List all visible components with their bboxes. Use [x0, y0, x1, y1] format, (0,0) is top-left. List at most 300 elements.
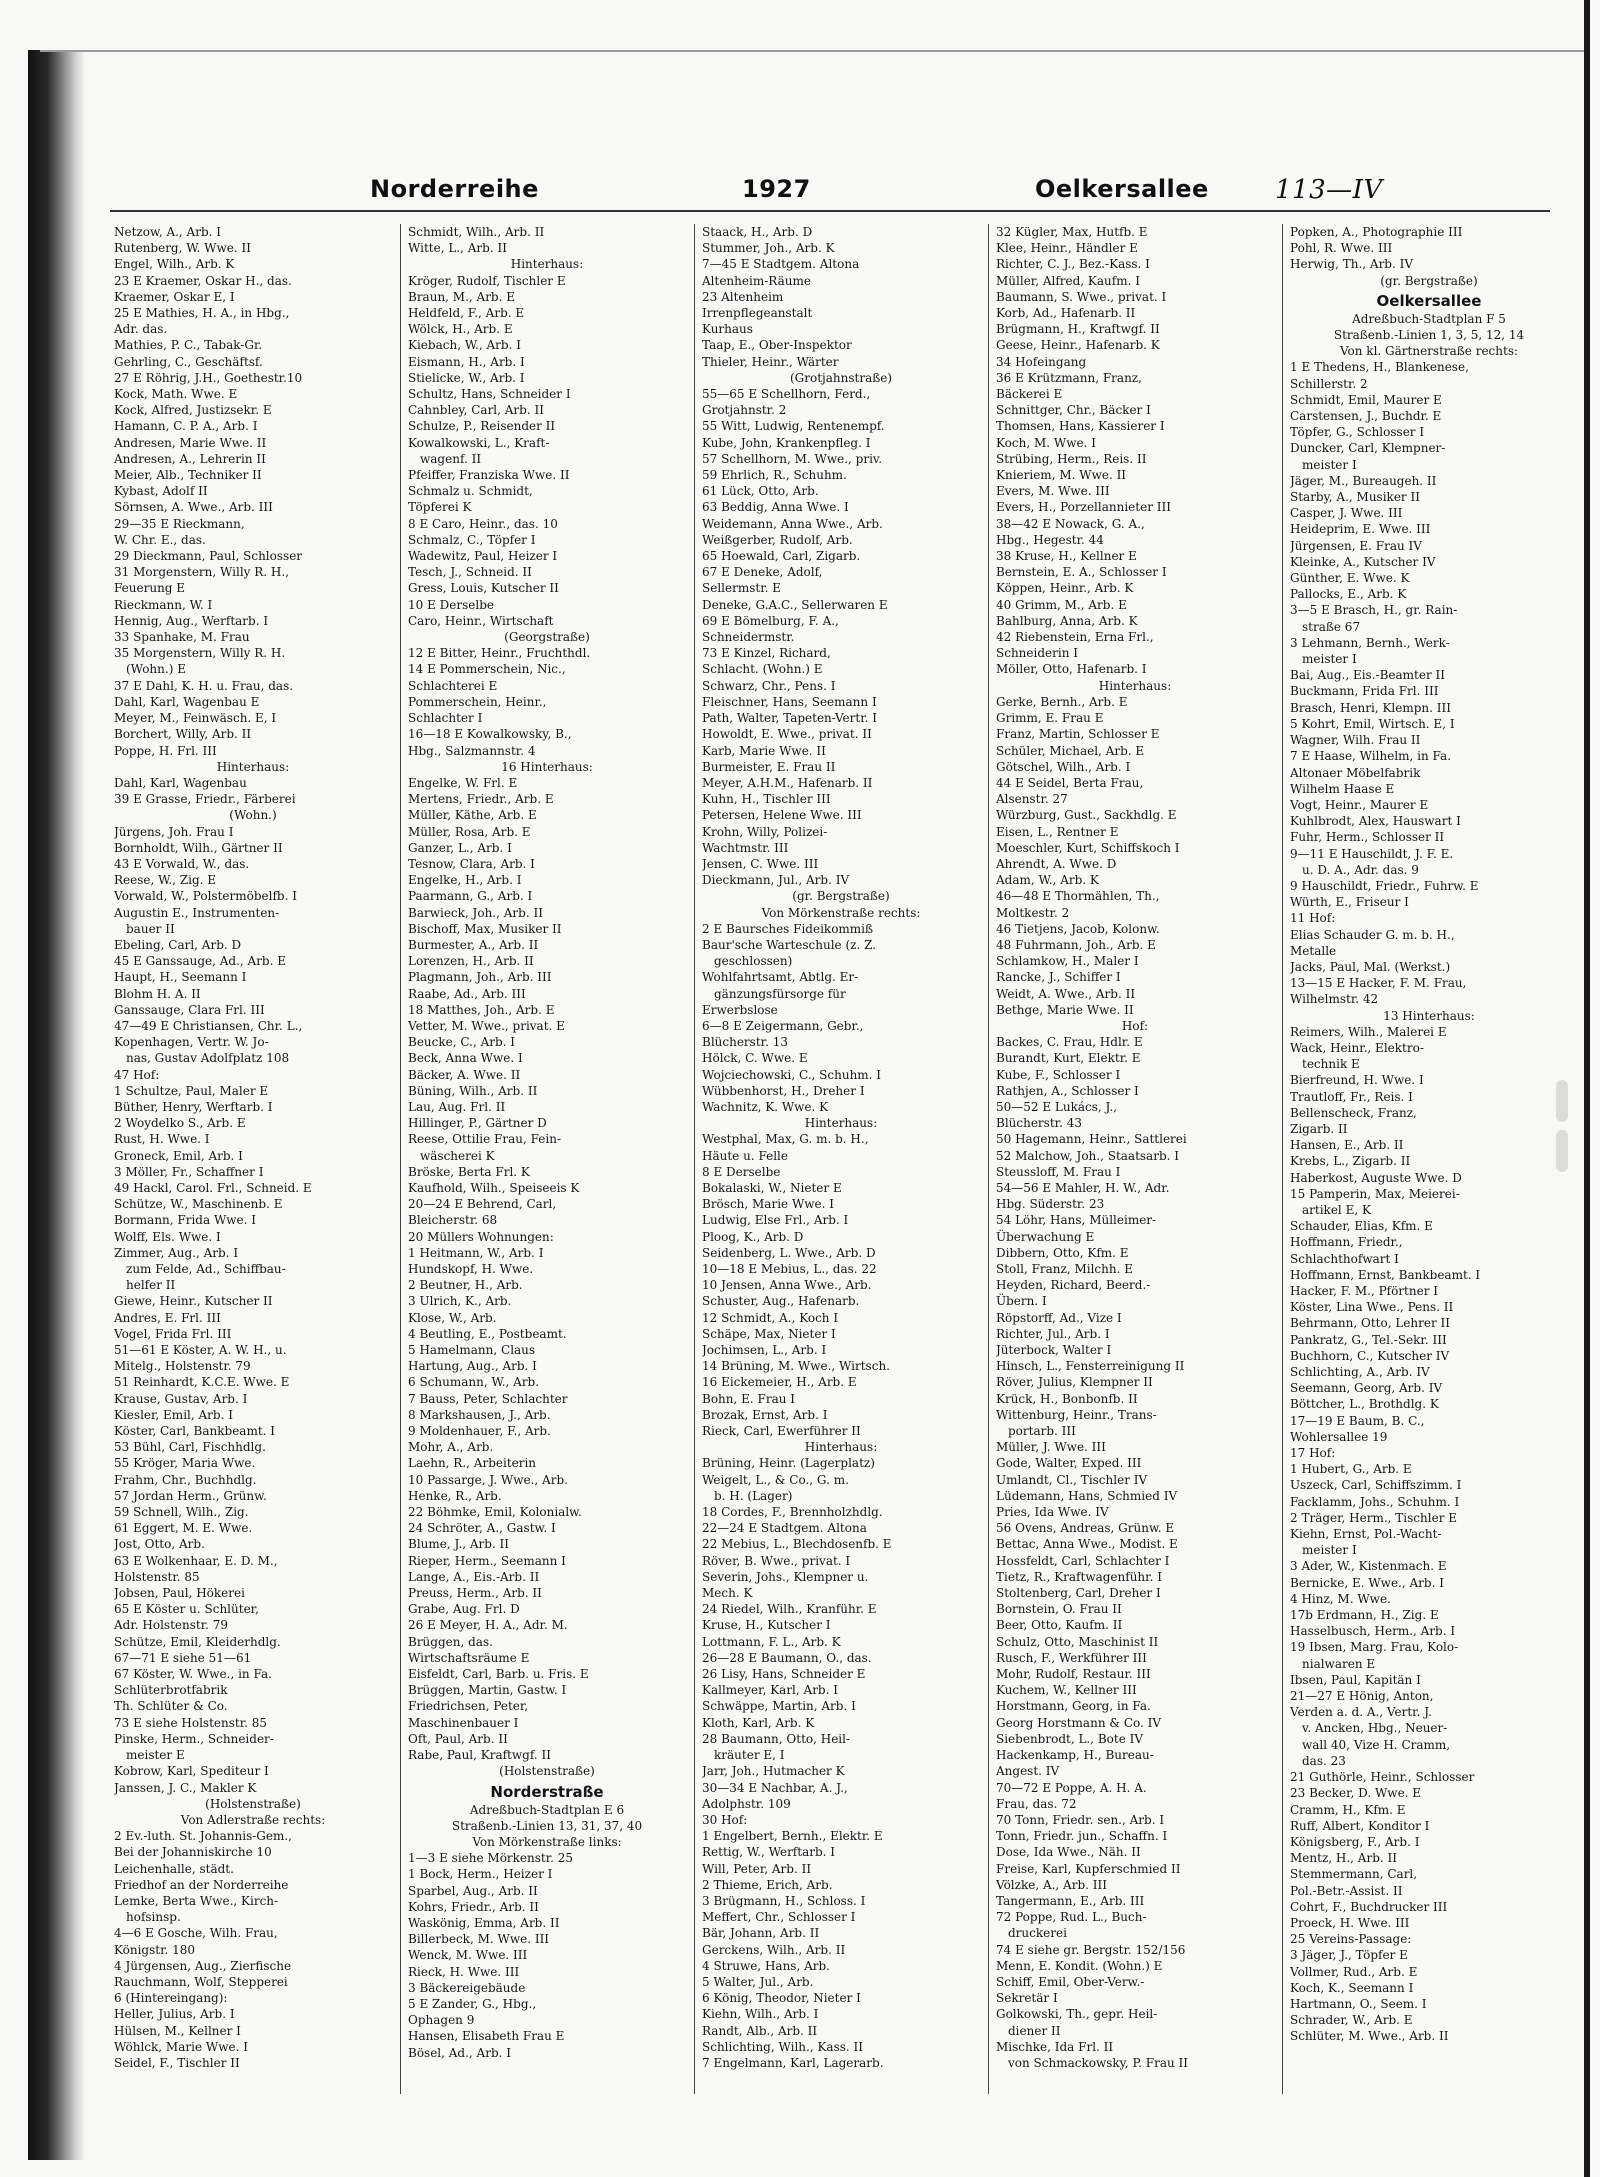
- directory-line: 40 Grimm, M., Arb. E: [996, 597, 1127, 612]
- directory-line: Paarmann, G., Arb. I: [408, 889, 533, 904]
- directory-line: 31 Morgenstern, Willy R. H.,: [114, 565, 290, 580]
- directory-line: Müller, Alfred, Kaufm. I: [996, 273, 1140, 288]
- running-head-left: Norderreihe: [370, 175, 539, 203]
- directory-line: Müller, J. Wwe. III: [996, 1440, 1106, 1455]
- directory-line: Hamann, C. P. A., Arb. I: [114, 419, 258, 434]
- directory-line: Hinterhaus:: [804, 1116, 878, 1131]
- directory-line: 23 Becker, D. Wwe. E: [1290, 1786, 1422, 1801]
- directory-line: Blücherstr. 43: [996, 1116, 1082, 1131]
- directory-line: 4 Beutling, E., Postbeamt.: [408, 1326, 567, 1341]
- directory-line: Andresen, Marie Wwe. II: [114, 435, 267, 450]
- directory-line: technik E: [1302, 1057, 1360, 1072]
- directory-line: (Holstenstraße): [205, 1796, 301, 1811]
- directory-line: Rust, H. Wwe. I: [114, 1132, 210, 1147]
- directory-line: Hartung, Aug., Arb. I: [408, 1359, 537, 1374]
- directory-line: Grotjahnstr. 2: [702, 403, 787, 418]
- directory-line: Freise, Karl, Kupferschmied II: [996, 1861, 1181, 1876]
- directory-line: 3 Bäckereigebäude: [408, 1980, 526, 1995]
- directory-line: 61 Eggert, M. E. Wwe.: [114, 1521, 253, 1536]
- directory-line: 1 Bock, Herm., Heizer I: [408, 1867, 553, 1882]
- directory-line: Burandt, Kurt, Elektr. E: [996, 1051, 1141, 1066]
- directory-line: Schiff, Emil, Ober-Verw.-: [996, 1974, 1145, 1989]
- directory-line: Dahl, Karl, Wagenbau E: [114, 694, 260, 709]
- directory-line: Wittenburg, Heinr., Trans-: [996, 1407, 1157, 1422]
- directory-line: Schnittger, Chr., Bäcker I: [996, 403, 1151, 418]
- directory-line: Tesnow, Clara, Arb. I: [408, 856, 535, 871]
- directory-line: Schlachthofwart I: [1290, 1251, 1399, 1266]
- directory-line: Brüggen, Martin, Gastw. I: [408, 1683, 567, 1698]
- directory-line: 18 Cordes, F., Brennholzhdlg.: [702, 1505, 883, 1520]
- directory-line: 2 E Baursches Fideikommiß: [702, 921, 874, 936]
- directory-line: Schäpe, Max, Nieter I: [702, 1326, 836, 1341]
- directory-line: Töpferei K: [408, 500, 472, 515]
- directory-line: Evers, M. Wwe. III: [996, 484, 1110, 499]
- directory-line: Wenck, M. Wwe. III: [408, 1948, 528, 1963]
- directory-line: Schlacht. (Wohn.) E: [702, 662, 823, 677]
- directory-line: Engelke, H., Arb. I: [408, 873, 522, 888]
- directory-line: Kuchem, W., Kellner III: [996, 1683, 1137, 1698]
- directory-line: Severin, Johs., Klempner u.: [702, 1569, 869, 1584]
- directory-line: Klee, Heinr., Händler E: [996, 241, 1138, 256]
- header-rule: [110, 210, 1550, 212]
- directory-line: Völzke, A., Arb. III: [996, 1877, 1107, 1892]
- directory-line: Hbg., Salzmannstr. 4: [408, 743, 536, 758]
- directory-line: Adolphstr. 109: [702, 1796, 791, 1811]
- directory-line: artikel E, K: [1302, 1202, 1371, 1217]
- directory-line: Billerbeck, M. Wwe. III: [408, 1932, 550, 1947]
- directory-line: Bettac, Anna Wwe., Modist. E: [996, 1537, 1178, 1552]
- directory-line: Caro, Heinr., Wirtschaft: [408, 613, 554, 628]
- directory-line: Menn, E. Kondit. (Wohn.) E: [996, 1958, 1163, 1973]
- directory-line: Ibsen, Paul, Kapitän I: [1290, 1672, 1421, 1687]
- directory-line: Bornstein, O. Frau II: [996, 1602, 1122, 1617]
- directory-line: 30—34 E Nachbar, A. J.,: [702, 1780, 848, 1795]
- directory-line: Jäger, M., Bureaugeh. II: [1290, 473, 1437, 488]
- directory-line: 22—24 E Stadtgem. Altona: [702, 1521, 867, 1536]
- page-right-edge: [1584, 0, 1590, 2177]
- directory-line: Wölck, H., Arb. E: [408, 322, 513, 337]
- directory-line: Bleicherstr. 68: [408, 1213, 498, 1228]
- directory-line: Weidemann, Anna Wwe., Arb.: [702, 516, 883, 531]
- directory-line: Burmeister, E. Frau II: [702, 759, 836, 774]
- directory-line: Kruse, H., Kutscher I: [702, 1618, 831, 1633]
- directory-line: Haupt, H., Seemann I: [114, 970, 247, 985]
- directory-line: Bierfreund, H. Wwe. I: [1290, 1073, 1424, 1088]
- directory-line: Henke, R., Arb.: [408, 1488, 502, 1503]
- directory-line: 39 E Grasse, Friedr., Färberei: [114, 792, 296, 807]
- directory-line: Evers, H., Porzellannieter III: [996, 500, 1171, 515]
- directory-line: Schmidt, Emil, Maurer E: [1290, 392, 1442, 407]
- directory-line: Wöhlck, Marie Wwe. I: [114, 2039, 248, 2054]
- directory-line: Knieriem, M. Wwe. II: [996, 468, 1127, 483]
- directory-line: Kallmeyer, Karl, Arb. I: [702, 1683, 838, 1698]
- directory-line: meister I: [1302, 652, 1357, 667]
- directory-line: 46 Tietjens, Jacob, Kolonw.: [996, 921, 1160, 936]
- directory-line: Schauder, Elias, Kfm. E: [1290, 1219, 1433, 1234]
- directory-line: Sörnsen, A. Wwe., Arb. III: [114, 500, 273, 515]
- directory-line: Blohm H. A. II: [114, 986, 201, 1001]
- directory-line: Bernstein, E. A., Schlosser I: [996, 565, 1167, 580]
- directory-line: Ganssauge, Clara Frl. III: [114, 1002, 265, 1017]
- directory-line: Trautloff, Fr., Reis. I: [1290, 1089, 1413, 1104]
- directory-line: Krohn, Willy, Polizei-: [702, 824, 828, 839]
- directory-line: Schlichting, A., Arb. IV: [1290, 1365, 1430, 1380]
- book-gutter-shadow: [28, 50, 84, 2160]
- directory-line: Moeschler, Kurt, Schiffskoch I: [996, 840, 1180, 855]
- directory-line: Schillerstr. 2: [1290, 376, 1368, 391]
- directory-line: 23 E Kraemer, Oskar H., das.: [114, 273, 292, 288]
- directory-line: 27 E Röhrig, J.H., Goethestr.10: [114, 370, 303, 385]
- directory-line: Wojciechowski, C., Schuhm. I: [702, 1067, 882, 1082]
- directory-line: Ganzer, L., Arb. I: [408, 840, 512, 855]
- directory-line: meister I: [1302, 1543, 1357, 1558]
- directory-line: 65 E Köster u. Schlüter,: [114, 1602, 259, 1617]
- directory-line: 57 Schellhorn, M. Wwe., priv.: [702, 451, 883, 466]
- column-3: [702, 224, 980, 2104]
- directory-line: W. Chr. E., das.: [114, 532, 206, 547]
- directory-line: wagenf. II: [420, 451, 482, 466]
- directory-line: Behrmann, Otto, Lehrer II: [1290, 1316, 1451, 1331]
- directory-line: 30 Hof:: [702, 1812, 748, 1827]
- street-heading: Oelkersallee: [1376, 291, 1482, 310]
- directory-line: 46—48 E Thormählen, Th.,: [996, 889, 1160, 904]
- directory-line: Bernicke, E. Wwe., Arb. I: [1290, 1575, 1444, 1590]
- directory-line: Rutenberg, W. Wwe. II: [114, 241, 251, 256]
- directory-line: Duncker, Carl, Klempner-: [1290, 441, 1446, 456]
- directory-line: b. H. (Lager): [714, 1488, 793, 1503]
- directory-line: 17b Erdmann, H., Zig. E: [1290, 1608, 1439, 1623]
- directory-line: 11 Hof:: [1290, 911, 1336, 926]
- directory-line: Hülsen, M., Kellner I: [114, 2023, 241, 2038]
- directory-line: 7 Engelmann, Karl, Lagerarb.: [702, 2055, 884, 2070]
- directory-line: 34 Hofeingang: [996, 354, 1087, 369]
- directory-line: Altonaer Möbelfabrik: [1290, 765, 1421, 780]
- directory-line: Bellenscheck, Franz,: [1290, 1105, 1417, 1120]
- directory-line: 67 Köster, W. Wwe., in Fa.: [114, 1667, 272, 1682]
- directory-line: Herwig, Th., Arb. IV: [1290, 257, 1414, 272]
- directory-line: Kloth, Karl, Arb. K: [702, 1715, 815, 1730]
- directory-line: 59 Ehrlich, R., Schuhm.: [702, 468, 847, 483]
- directory-line: 5 Walter, Jul., Arb.: [702, 1974, 814, 1989]
- directory-line: Köster, Lina Wwe., Pens. II: [1290, 1300, 1454, 1315]
- directory-line: Gress, Louis, Kutscher II: [408, 581, 559, 596]
- directory-line: Friedrichsen, Peter,: [408, 1699, 529, 1714]
- directory-line: Kiehn, Ernst, Pol.-Wacht-: [1290, 1527, 1442, 1542]
- directory-line: Kopenhagen, Vertr. W. Jo-: [114, 1035, 269, 1050]
- directory-line: Würzburg, Gust., Sackhdlg. E: [996, 808, 1177, 823]
- directory-line: Schultz, Hans, Schneider I: [408, 387, 571, 402]
- directory-line: Ruff, Albert, Konditor I: [1290, 1818, 1430, 1833]
- directory-line: Bär, Johann, Arb. II: [702, 1926, 820, 1941]
- directory-line: 44 E Seidel, Berta Frau,: [996, 775, 1144, 790]
- directory-line: Giewe, Heinr., Kutscher II: [114, 1294, 273, 1309]
- column-divider: [694, 224, 695, 2094]
- directory-line: u. D. A., Adr. das. 9: [1302, 862, 1419, 877]
- directory-line: meister E: [126, 1748, 185, 1763]
- running-head-right: Oelkersallee: [1035, 175, 1209, 203]
- directory-line: Baumann, S. Wwe., privat. I: [996, 289, 1167, 304]
- directory-line: Beck, Anna Wwe. I: [408, 1051, 523, 1066]
- directory-line: von Schmackowsky, P. Frau II: [1008, 2055, 1188, 2070]
- directory-line: Reimers, Wilh., Malerei E: [1290, 1024, 1447, 1039]
- directory-line: Plagmann, Joh., Arb. III: [408, 970, 552, 985]
- directory-line: Bornholdt, Wilh., Gärtner II: [114, 840, 283, 855]
- directory-line: Böttcher, L., Brothdlg. K: [1290, 1397, 1439, 1412]
- directory-line: Übern. I: [996, 1294, 1047, 1309]
- directory-line: Wohlfahrtsamt, Abtlg. Er-: [702, 970, 859, 985]
- directory-line: Stummer, Joh., Arb. K: [702, 241, 835, 256]
- directory-line: 19 Ibsen, Marg. Frau, Kolo-: [1290, 1640, 1459, 1655]
- directory-line: Staack, H., Arb. D: [702, 225, 813, 239]
- directory-line: Bokalaski, W., Nieter E: [702, 1180, 842, 1195]
- directory-line: 53 Bühl, Carl, Fischhdlg.: [114, 1440, 266, 1455]
- directory-line: 8 E Caro, Heinr., das. 10: [408, 516, 558, 531]
- directory-line: Wilhelm Haase E: [1290, 781, 1395, 796]
- directory-line: Hacker, F. M., Pförtner I: [1290, 1284, 1438, 1298]
- directory-line: Adr. das.: [114, 322, 168, 337]
- directory-line: Töpfer, G., Schlosser I: [1290, 425, 1425, 440]
- directory-line: Pallocks, E., Arb. K: [1290, 587, 1407, 602]
- directory-line: Haberkost, Auguste Wwe. D: [1290, 1170, 1462, 1185]
- running-head: [370, 175, 1550, 211]
- directory-line: Adr. Holstenstr. 79: [114, 1618, 229, 1633]
- directory-line: 38—42 E Nowack, G. A.,: [996, 516, 1145, 531]
- directory-line: Lau, Aug. Frl. II: [408, 1099, 506, 1114]
- directory-line: 65 Hoewald, Carl, Zigarb.: [702, 549, 861, 564]
- directory-line: 2 Woydelko S., Arb. E: [114, 1116, 246, 1131]
- directory-line: 10 Jensen, Anna Wwe., Arb.: [702, 1278, 872, 1293]
- directory-line: Bröske, Berta Frl. K: [408, 1164, 530, 1179]
- directory-line: Meffert, Chr., Schlosser I: [702, 1910, 856, 1925]
- directory-line: Hartmann, O., Seem. I: [1290, 1996, 1427, 2011]
- directory-line: Schütze, W., Maschinenb. E: [114, 1197, 283, 1212]
- directory-line: Laehn, R., Arbeiterin: [408, 1456, 537, 1471]
- directory-line: Jost, Otto, Arb.: [114, 1537, 205, 1552]
- directory-line: 21—27 E Hönig, Anton,: [1290, 1689, 1434, 1704]
- directory-line: Bethge, Marie Wwe. II: [996, 1002, 1134, 1017]
- directory-line: Frahm, Chr., Buchhdlg.: [114, 1472, 257, 1487]
- directory-line: Barwieck, Joh., Arb. II: [408, 905, 543, 920]
- directory-line: 29 Dieckmann, Paul, Schlosser: [114, 549, 303, 564]
- directory-line: Straßenb.-Linien 1, 3, 5, 12, 14: [1333, 328, 1525, 343]
- directory-line: Jensen, C. Wwe. III: [702, 856, 819, 871]
- directory-line: Thieler, Heinr., Wärter: [702, 354, 839, 369]
- page-top-edge: [40, 50, 1588, 52]
- directory-line: Eisen, L., Rentner E: [996, 824, 1119, 839]
- directory-line: Röver, Julius, Klempner II: [996, 1375, 1153, 1390]
- directory-line: Maschinenbauer I: [408, 1715, 519, 1730]
- directory-line: Hoffmann, Ernst, Bankbeamt. I: [1290, 1267, 1481, 1282]
- directory-line: 20 Müllers Wohnungen:: [408, 1229, 554, 1244]
- directory-line: Leichenhalle, städt.: [114, 1861, 234, 1876]
- running-head-year: 1927: [742, 175, 811, 203]
- directory-line: Heyden, Richard, Beerd.-: [996, 1278, 1151, 1293]
- directory-line: 4—6 E Gosche, Wilh. Frau,: [114, 1926, 278, 1941]
- directory-line: Kiebach, W., Arb. I: [408, 338, 521, 353]
- directory-line: 69 E Bömelburg, F. A.,: [702, 613, 839, 628]
- directory-line: Röpstorff, Ad., Vize I: [996, 1310, 1122, 1325]
- directory-line: Von Mörkenstraße links:: [472, 1834, 622, 1849]
- directory-line: Kobrow, Karl, Spediteur I: [114, 1764, 269, 1779]
- directory-line: Kube, John, Krankenpfleg. I: [702, 435, 871, 450]
- directory-line: Von kl. Gärtnerstraße rechts:: [1339, 344, 1519, 359]
- directory-line: Steussloff, M. Frau I: [996, 1164, 1121, 1179]
- directory-line: Hennig, Aug., Werftarb. I: [114, 613, 269, 628]
- directory-line: Schlüter, M. Wwe., Arb. II: [1290, 2029, 1449, 2044]
- directory-line: Popken, A., Photographie III: [1290, 225, 1463, 239]
- directory-line: straße 67: [1302, 619, 1361, 634]
- column-divider: [988, 224, 989, 2094]
- directory-line: Möller, Otto, Hafenarb. I: [996, 662, 1147, 677]
- directory-line: 42 Riebenstein, Erna Frl.,: [996, 630, 1154, 645]
- directory-line: Starby, A., Musiker II: [1290, 490, 1420, 505]
- directory-line: Gerke, Bernh., Arb. E: [996, 694, 1128, 709]
- directory-line: Horstmann, Georg, in Fa.: [996, 1699, 1151, 1714]
- directory-line: Eisfeldt, Carl, Barb. u. Fris. E: [408, 1667, 589, 1682]
- directory-line: 54 Löhr, Hans, Mülleimer-: [996, 1213, 1157, 1228]
- directory-line: Heller, Julius, Arb. I: [114, 2007, 235, 2022]
- directory-line: 16—18 E Kowalkowsky, B.,: [408, 727, 572, 742]
- directory-line: kräuter E, I: [714, 1748, 785, 1763]
- directory-line: Schwarz, Chr., Pens. I: [702, 678, 836, 693]
- directory-line: Bäcker, A. Wwe. II: [408, 1067, 521, 1082]
- directory-line: Richter, Jul., Arb. I: [996, 1326, 1110, 1341]
- directory-line: Beucke, C., Arb. I: [408, 1035, 516, 1050]
- directory-line: Andres, E. Frl. III: [114, 1310, 221, 1325]
- directory-line: Zimmer, Aug., Arb. I: [114, 1245, 239, 1260]
- scan-smudge: [1556, 1080, 1568, 1122]
- directory-line: Baur'sche Warteschule (z. Z.: [702, 937, 877, 952]
- directory-line: Grabe, Aug. Frl. D: [408, 1602, 520, 1617]
- directory-line: Hackenkamp, H., Bureau-: [996, 1748, 1154, 1763]
- directory-line: 70—72 E Poppe, A. H. A.: [996, 1780, 1147, 1795]
- directory-line: Von Adlerstraße rechts:: [180, 1812, 326, 1827]
- directory-line: Gehrling, C., Geschäftsf.: [114, 354, 263, 369]
- directory-line: Vorwald, W., Polstermöbelfb. I: [114, 889, 297, 904]
- column-4: [996, 224, 1274, 2104]
- directory-line: 3 Ulrich, K., Arb.: [408, 1294, 512, 1309]
- directory-line: 43 E Vorwald, W., das.: [114, 856, 250, 871]
- directory-line: Adam, W., Arb. K: [996, 873, 1099, 888]
- directory-line: Weißgerber, Rudolf, Arb.: [702, 532, 853, 547]
- directory-line: Koch, K., Seemann I: [1290, 1980, 1414, 1995]
- directory-line: Thomsen, Hans, Kassierer I: [996, 419, 1165, 434]
- directory-line: Bischoff, Max, Musiker II: [408, 921, 562, 936]
- directory-line: Netzow, A., Arb. I: [114, 225, 222, 239]
- directory-line: 17—19 E Baum, B. C.,: [1290, 1413, 1425, 1428]
- directory-line: Mohr, Rudolf, Restaur. III: [996, 1667, 1151, 1682]
- directory-line: Moltkestr. 2: [996, 905, 1070, 920]
- directory-line: Kröger, Rudolf, Tischler E: [408, 273, 566, 288]
- directory-line: (Grotjahnstraße): [789, 370, 893, 385]
- directory-line: Ludwig, Else Frl., Arb. I: [702, 1213, 849, 1228]
- directory-line: Stoltenberg, Carl, Dreher I: [996, 1586, 1161, 1601]
- directory-line: 1 Schultze, Paul, Maler E: [114, 1083, 269, 1098]
- directory-line: Korb, Ad., Hafenarb. II: [996, 306, 1136, 321]
- directory-line: nialwaren E: [1302, 1656, 1376, 1671]
- directory-line: 50 Hagemann, Heinr., Sattlerei: [996, 1132, 1187, 1147]
- directory-line: Lemke, Berta Wwe., Kirch-: [114, 1893, 279, 1908]
- directory-line: 25 Vereins-Passage:: [1290, 1932, 1412, 1947]
- directory-line: wäscherei K: [420, 1148, 495, 1163]
- directory-line: Deneke, G.A.C., Sellerwaren E: [702, 597, 888, 612]
- directory-line: Rusch, F., Werkführer III: [996, 1650, 1147, 1665]
- directory-line: Hbg., Hegestr. 44: [996, 532, 1104, 547]
- directory-line: Büning, Wilh., Arb. II: [408, 1083, 538, 1098]
- directory-line: 52 Malchow, Joh., Staatsarb. I: [996, 1148, 1179, 1163]
- directory-line: Weigelt, L., & Co., G. m.: [702, 1472, 849, 1487]
- directory-line: Hundskopf, H. Wwe.: [408, 1262, 534, 1276]
- directory-line: Schneidermstr.: [702, 630, 795, 645]
- directory-line: Brüning, Heinr. (Lagerplatz): [702, 1456, 875, 1471]
- directory-line: Engelke, W. Frl. E: [408, 775, 518, 790]
- directory-line: Kiehn, Wilh., Arb. I: [702, 2007, 819, 2022]
- directory-line: Holstenstr. 85: [114, 1569, 200, 1584]
- directory-line: Fuhr, Herm., Schlosser II: [1290, 830, 1445, 845]
- directory-line: 67 E Deneke, Adolf,: [702, 565, 823, 580]
- directory-line: 22 Mebius, L., Blechdosenfb. E: [702, 1537, 892, 1552]
- directory-line: 7 Bauss, Peter, Schlachter: [408, 1391, 568, 1406]
- directory-line: Eismann, H., Arb. I: [408, 354, 525, 369]
- directory-line: 13—15 E Hacker, F. M. Frau,: [1290, 976, 1467, 991]
- directory-line: 63 Beddig, Anna Wwe. I: [702, 500, 849, 515]
- directory-line: bauer II: [126, 921, 175, 936]
- directory-line: 55 Kröger, Maria Wwe.: [114, 1456, 256, 1471]
- column-1: [114, 224, 392, 2104]
- directory-line: 26 E Meyer, H. A., Adr. M.: [408, 1618, 568, 1633]
- directory-line: Kock, Alfred, Justizsekr. E: [114, 403, 272, 418]
- directory-line: Burmester, A., Arb. II: [408, 937, 539, 952]
- directory-line: Schrader, W., Arb. E: [1290, 2013, 1413, 2028]
- directory-line: Reese, Ottilie Frau, Fein-: [408, 1132, 562, 1147]
- directory-line: Witte, L., Arb. II: [408, 241, 507, 256]
- directory-line: Pries, Ida Wwe. IV: [996, 1505, 1109, 1520]
- directory-line: 54—56 E Mahler, H. W., Adr.: [996, 1180, 1170, 1195]
- directory-line: portarb. III: [1008, 1424, 1076, 1439]
- directory-line: Tonn, Friedr. jun., Schaffn. I: [996, 1829, 1168, 1844]
- directory-line: Pohl, R. Wwe. III: [1290, 241, 1393, 256]
- directory-line: gänzungsfürsorge für: [714, 986, 846, 1001]
- directory-line: Bormann, Frida Wwe. I: [114, 1213, 257, 1228]
- directory-line: Grimm, E. Frau E: [996, 711, 1104, 726]
- directory-line: Kowalkowski, L., Kraft-: [408, 435, 550, 450]
- directory-line: Ahrendt, A. Wwe. D: [996, 856, 1117, 871]
- directory-line: 17 Hof:: [1290, 1446, 1336, 1461]
- directory-line: Backes, C. Frau, Hdlr. E: [996, 1035, 1143, 1050]
- directory-line: Dieckmann, Jul., Arb. IV: [702, 873, 850, 888]
- directory-line: Ophagen 9: [408, 2013, 475, 2028]
- directory-line: Hillinger, P., Gärtner D: [408, 1116, 547, 1131]
- directory-line: Erwerbslose: [702, 1002, 778, 1017]
- directory-line: 2 Ev.-luth. St. Johannis-Gem.,: [114, 1829, 292, 1844]
- directory-line: 10 Passarge, J. Wwe., Arb.: [408, 1472, 568, 1487]
- directory-line: Rieck, Carl, Ewerführer II: [702, 1424, 861, 1439]
- directory-line: 67—71 E siehe 51—61: [114, 1650, 252, 1665]
- directory-line: 35 Morgenstern, Willy R. H.: [114, 646, 286, 661]
- directory-line: 7—45 E Stadtgem. Altona: [702, 257, 860, 272]
- directory-line: Will, Peter, Arb. II: [702, 1861, 812, 1876]
- directory-line: Brüggen, das.: [408, 1634, 493, 1649]
- directory-line: 74 E siehe gr. Bergstr. 152/156: [996, 1942, 1186, 1957]
- directory-line: 7 E Haase, Wilhelm, in Fa.: [1290, 749, 1452, 764]
- directory-line: 3 Jäger, J., Töpfer E: [1290, 1948, 1408, 1963]
- directory-line: 5 Hamelmann, Claus: [408, 1343, 536, 1358]
- directory-line: Verden a. d. A., Vertr. J.: [1290, 1705, 1432, 1720]
- directory-line: Stielicke, W., Arb. I: [408, 370, 525, 385]
- directory-line: Gerckens, Wilh., Arb. II: [702, 1942, 846, 1957]
- directory-line: Rancke, J., Schiffer I: [996, 970, 1121, 985]
- directory-line: Seidel, F., Tischler II: [114, 2055, 240, 2070]
